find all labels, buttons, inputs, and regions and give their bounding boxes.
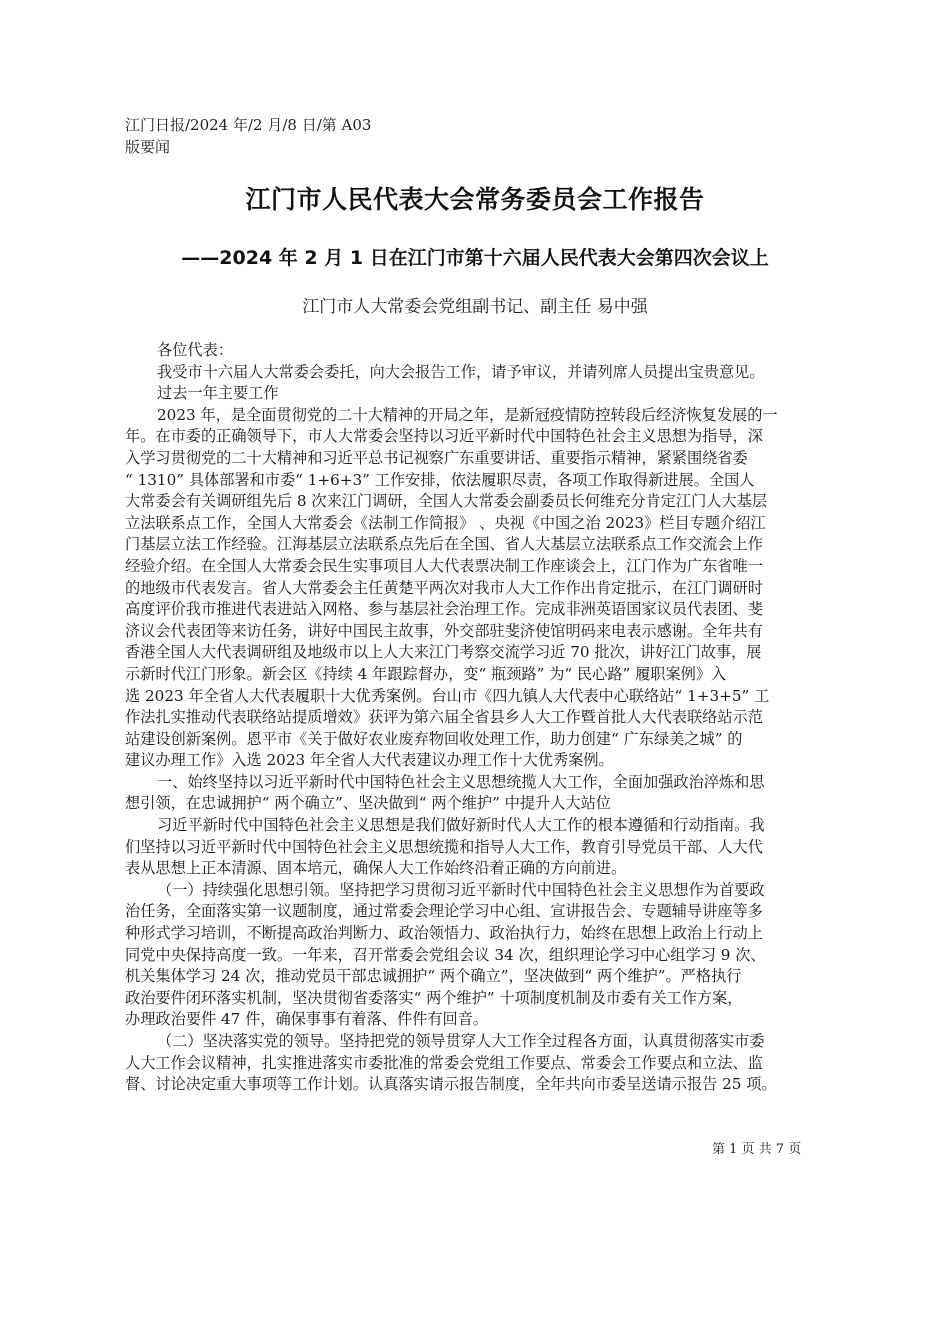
body-line: 香港全国人大代表调研组及地级市以上人大来江门考察交流学习近 70 批次，讲好江门故事，展 [125,643,762,662]
source-citation [125,114,371,158]
body-line: 济议会代表团等来访任务，讲好中国民主故事，外交部驻斐济使馆明码来电表示感谢。全年共有 [125,621,763,640]
body-line: 想引领，在忠诚拥护“ 两个确立”、坚决做到“ 两个维护” 中提升人大站位 [125,794,611,813]
body-line: 机关集体学习 24 次，推动党员干部忠诚拥护“ 两个确立”，坚决做到“ 两个维护”。严格执行 [125,967,742,986]
body-line: 高度评价我市推进代表进站入网格、参与基层社会治理工作。完成非洲英语国家议员代表团、斐 [125,600,763,619]
body-line: 人大工作会议精神，扎实推进落实市委批准的常委会党组工作要点、常委会工作要点和立法、监 [125,1053,763,1072]
body-line: 各位代表： [157,341,233,359]
body-line: 同党中央保持高度一致。一年来，召开常委会党组会议 34 次，组织理论学习中心组学习 9 次、 [125,945,766,964]
body-line: 大常委会有关调研组先后 8 次来江门调研，全国人大常委会副委员长何维充分肯定江门人大基层 [125,492,768,511]
body-line: 过去一年主要工作 [157,384,279,403]
body-line: 种形式学习培训，不断提高政治判断力、政治领悟力、政治执行力，始终在思想上政治上行动上 [125,924,763,943]
body-line: 2023 年，是全面贯彻党的二十大精神的开局之年，是新冠疫情防控转段后经济恢复发展的一 [157,405,778,424]
document-title: 江门市人民代表大会常务委员会工作报告 [245,185,705,214]
body-line: 入学习贯彻党的二十大精神和习近平总书记视察广东重要讲话、重要指示精神，紧紧围绕省委 [125,448,748,467]
document-subtitle: ——2024 年 2 月 1 日在江门市第十六届人民代表大会第四次会议上 [181,247,769,269]
body-line: “ 1310” 具体部署和市委“ 1+6+3” 工作安排，依法履职尽责，各项工作取得新进展。全国人 [125,470,755,489]
document-body [125,340,825,1096]
body-line: 立法联系点工作，全国人大常委会《法制工作简报》 、央视《中国之治 2023》栏目专题介绍江 [125,513,766,532]
page-footer: 第 1 页 共 7 页 [712,1142,802,1157]
body-line: 习近平新时代中国特色社会主义思想是我们做好新时代人大工作的根本遵循和行动指南。我 [157,816,765,835]
body-line: 办理政治要件 47 件，确保事事有着落、件件有回音。 [125,1010,489,1029]
body-line: 经验介绍。在全国人大常委会民生实事项目人大代表票决制工作座谈会上，江门作为广东省唯一 [125,556,763,575]
body-line: 站建设创新案例。恩平市《关于做好农业废弃物回收处理工作，助力创建“ 广东绿美之城” 的 [125,729,743,748]
body-line: 一、始终坚持以习近平新时代中国特色社会主义思想统揽人大工作，全面加强政治淬炼和思 [157,772,765,791]
body-line: （二）坚决落实党的领导。坚持把党的领导贯穿人大工作全过程各方面，认真贯彻落实市委 [157,1032,765,1050]
source-line-date: 江门日报/2024 年/2 月/8 日/第 A03 [125,116,372,134]
body-line: 们坚持以习近平新时代中国特色社会主义思想统揽和指导人大工作，教育引导党员干部、人大代 [125,837,763,856]
body-line: 政治要件闭环落实机制，坚决贯彻省委落实“ 两个维护” 十项制度机制及市委有关工作方案， [125,988,743,1007]
body-line: 治任务，全面落实第一议题制度，通过常委会理论学习中心组、宣讲报告会、专题辅导讲座等多 [125,902,763,921]
body-line: 我受市十六届人大常委会委托，向大会报告工作，请予审议，并请列席人员提出宝贵意见。 [157,362,765,381]
body-line: 督、讨论决定重大事项等工作计划。认真落实请示报告制度，全年共向市委呈送请示报告 25 项。 [125,1075,777,1094]
body-line: 年。在市委的正确领导下，市人大常委会坚持以习近平新时代中国特色社会主义思想为指导，深 [125,427,763,446]
body-line: 作法扎实推动代表联络站提质增效》获评为第六届全省县乡人大工作暨首批人大代表联络站示范 [125,708,763,727]
body-line: 表从思想上正本清源、固本培元，确保人大工作始终沿着正确的方向前进。 [125,859,627,878]
body-line: 的地级市代表发言。省人大常委会主任黄楚平两次对我市人大工作作出肯定批示，在江门调研时 [125,578,763,597]
document-author: 江门市人大常委会党组副书记、副主任 易中强 [302,297,648,317]
body-line: （一）持续强化思想引领。坚持把学习贯彻习近平新时代中国特色社会主义思想作为首要政 [157,880,765,899]
body-line: 示新时代江门形象。新会区《持续 4 年跟踪督办，变“ 瓶颈路” 为“ 民心路” 履职案例》入 [125,664,727,683]
body-line: 门基层立法工作经验。江海基层立法联系点先后在全国、省人大基层立法联系点工作交流会上作 [125,535,763,554]
body-line: 选 2023 年全省人大代表履职十大优秀案例。台山市《四九镇人大代表中心联络站“ 1+3+5” 工 [125,686,770,705]
source-line-section: 版要闻 [125,138,171,156]
body-line: 建议办理工作》入选 2023 年全省人大代表建议办理工作十大优秀案例。 [125,751,614,770]
